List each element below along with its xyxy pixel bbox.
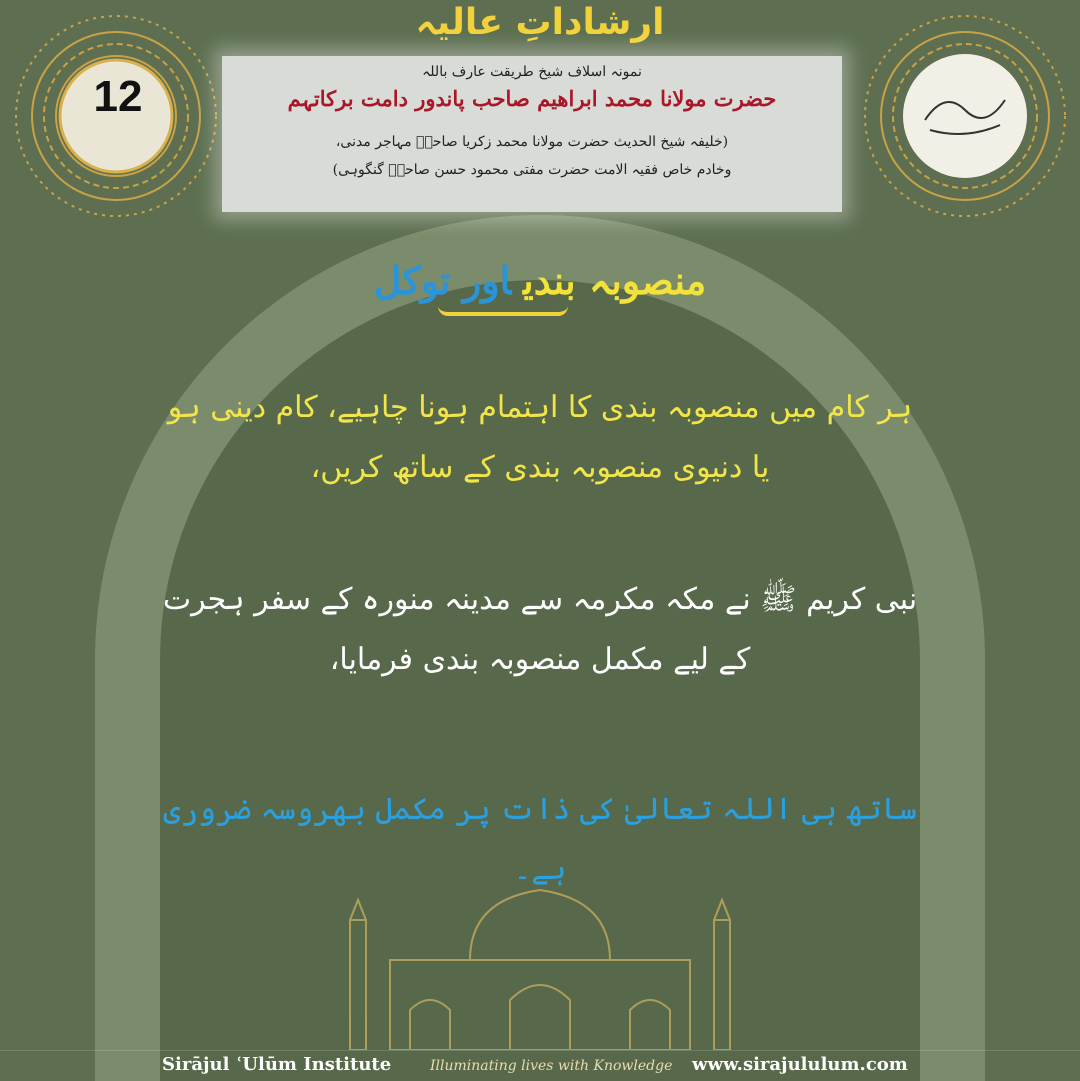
footer-tagline: Illuminating lives with Knowledge — [430, 1058, 673, 1074]
topic-title — [0, 258, 1080, 303]
topic-part-2: اور — [462, 258, 512, 303]
topic-underline — [438, 306, 568, 316]
paragraph-1: ہر کام میں منصوبہ بندی کا اہتمام ہونا چاہیے، کام دینی ہو یا دنیوی منصوبہ بندی کے ساتھ کریں، — [167, 390, 913, 485]
info-line-4: وخادم خاص فقیہ الامت حضرت مفتی محمود حسن صاحبؒ گنگوہی) — [332, 162, 732, 178]
footer-website-link[interactable]: www.sirajululum.com — [692, 1054, 908, 1075]
footer-divider — [0, 1050, 1080, 1051]
info-line-1: نمونہ اسلاف شیخ طریقت عارف باللہ — [422, 64, 642, 80]
paragraph-3: ساتھ ہی اللہ تعالیٰ کی ذات پر مکمل بھروسہ ضروری ہے۔ — [163, 792, 917, 887]
scholar-name: حضرت مولانا محمد ابراھیم صاحب پاندور دامت برکاتہم — [287, 86, 777, 111]
paragraph-2: نبی کریم ﷺ نے مکہ مکرمہ سے مدینہ منورہ کے سفر ہجرت کے لیے مکمل منصوبہ بندی فرمایا، — [162, 582, 918, 677]
topic-part-3: توکل — [373, 258, 451, 303]
scholar-info-box — [222, 56, 842, 212]
mosque-illustration — [330, 880, 750, 1050]
info-line-3: (خلیفہ شیخ الحدیث حضرت مولانا محمد زکریا صاحبؒ مہاجر مدنی، — [335, 134, 729, 150]
header-title: ارشاداتِ عالیہ — [415, 2, 665, 43]
sequence-number: 12 — [93, 72, 143, 121]
topic-part-1: منصوبہ بندی — [523, 258, 707, 303]
footer-institute: Sirājul ʿUlūm Institute — [162, 1054, 392, 1075]
